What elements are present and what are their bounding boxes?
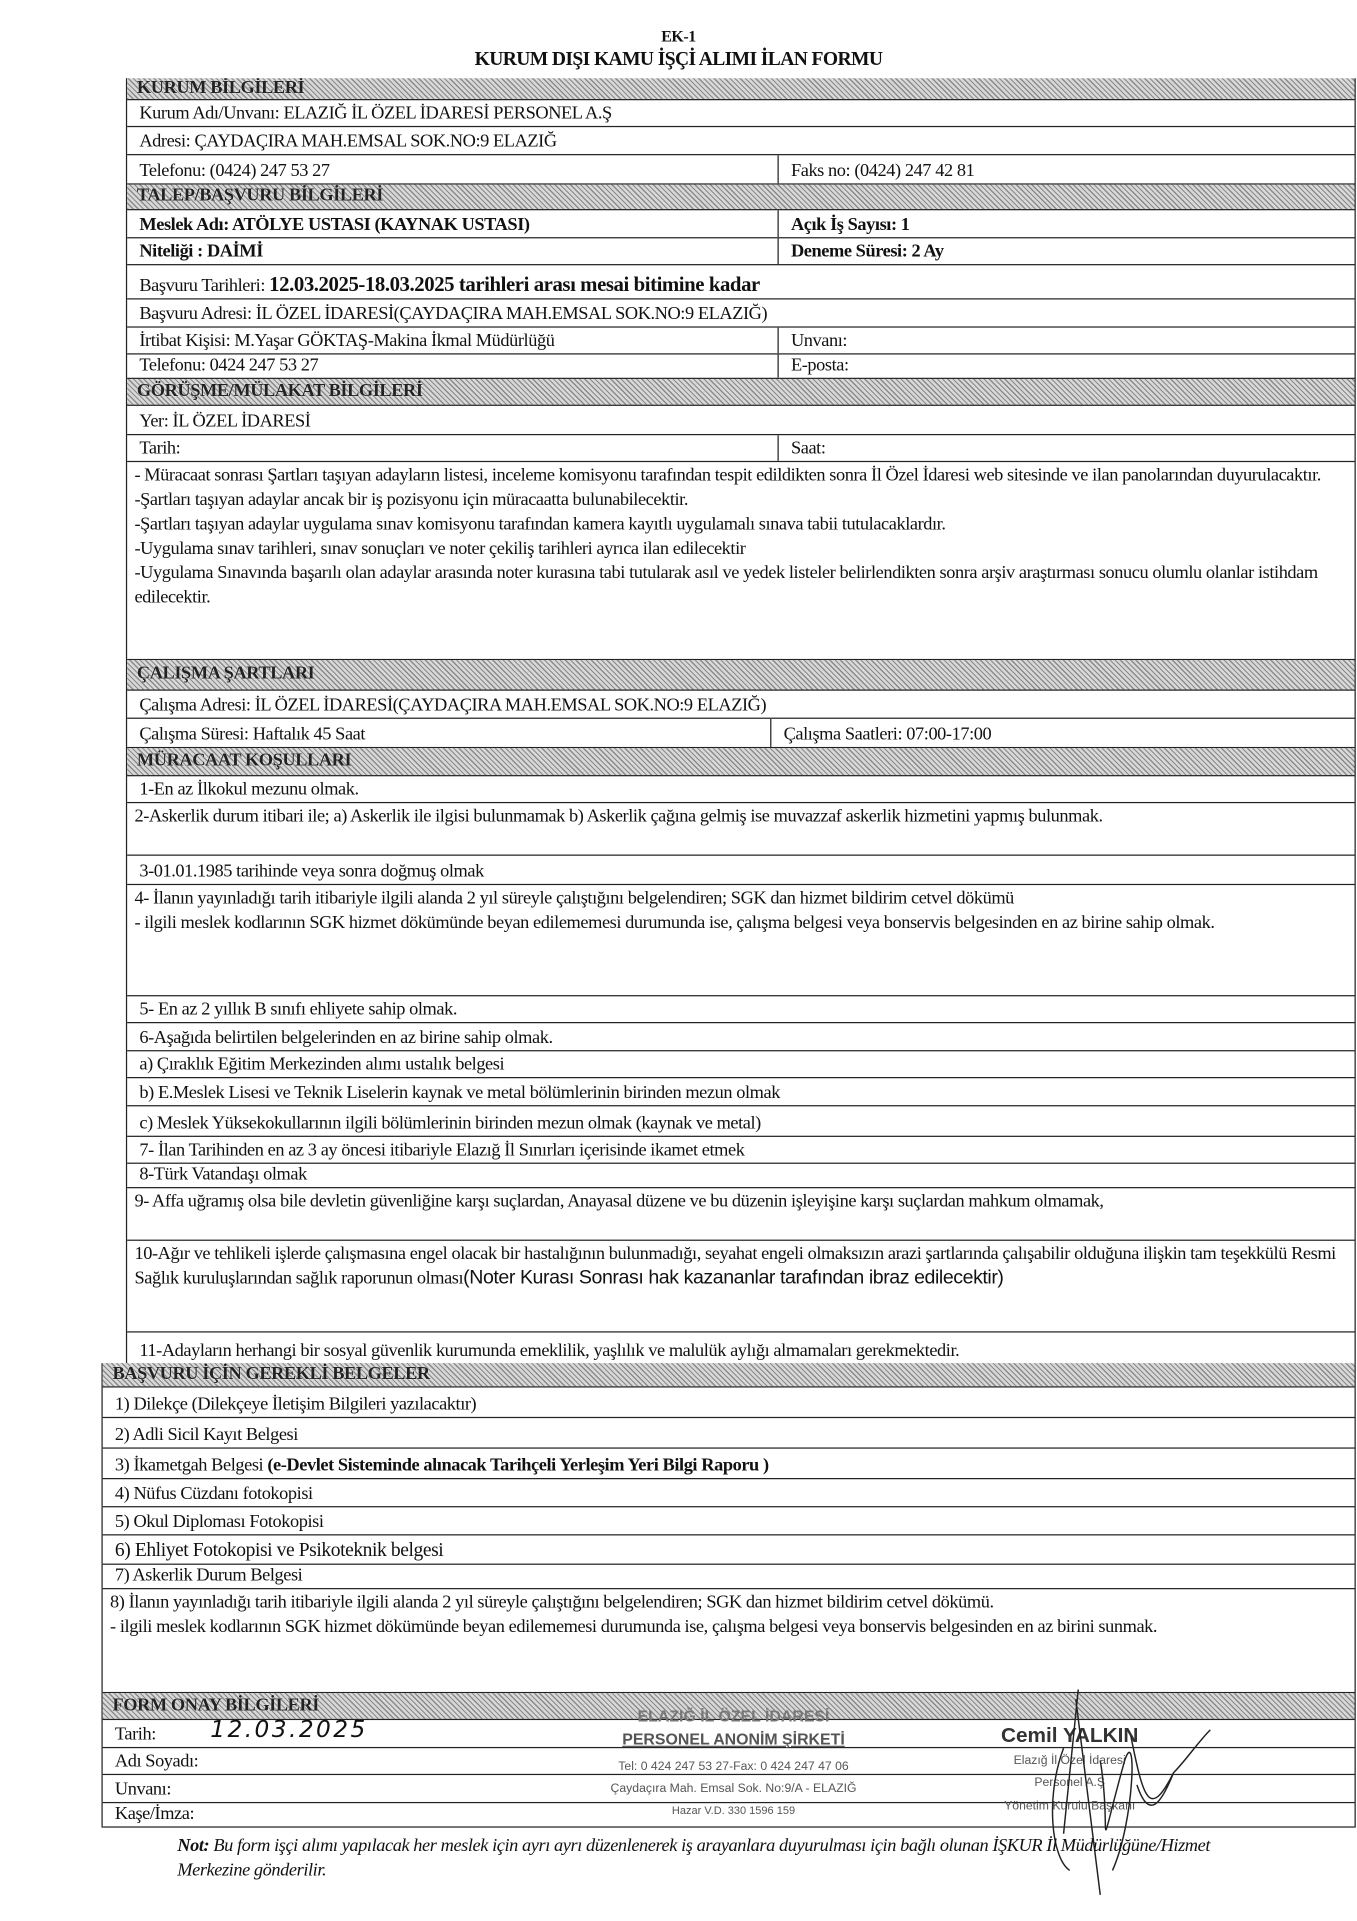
gorusme-tarih: Tarih: — [127, 435, 779, 461]
meslek: Meslek Adı: ATÖLYE USTASI (KAYNAK USTASI) — [127, 210, 779, 237]
section-muracaat — [127, 748, 1354, 776]
condition-text: 10-Ağır ve tehlikeli işlerde çalışmasına engel olacak bir hastalığının bulunmadığı, seyahat engeli olmaksızın arazi şartlarında çalışabilir olduğuna ilişkin tam teşekkülü Resmi Sağlık kuruluşlarından sağlık raporunun olması — [134, 1244, 1336, 1289]
document-item: 6) Ehliyet Fotokopisi ve Psikoteknik belgesi — [114, 1540, 444, 1562]
document-item: 2) Adli Sicil Kayıt Belgesi — [114, 1425, 298, 1445]
signer-line: Elazığ İl Özel İdaresi — [1013, 1754, 1126, 1768]
condition-item: 9- Affa uğramış olsa bile devletin güvenliğine karşı suçlardan, Anayasal düzene ve bu düzenin işleyişine karşı suçlardan mahkum olmamak, — [134, 1191, 1104, 1212]
note-line: -Şartları taşıyan adaylar ancak bir iş pozisyonu için müracaatta bulunabilecektir. — [134, 490, 689, 510]
onay-kase-imza: Kaşe/İmza: — [114, 1804, 195, 1824]
document-line: - ilgili meslek kodlarının SGK hizmet dökümünde beyan edilememesi durumunda ise, çalışma belgesi veya bonservis belgesinden en az birini sunmak. — [110, 1617, 1158, 1637]
document-text-bold: (e-Devlet Sisteminde alınacak Tarihçeli Yerleşim Yeri Bilgi Raporu ) — [267, 1455, 769, 1476]
condition-item: 3-01.01.1985 tarihinde veya sonra doğmuş olmak — [139, 861, 484, 882]
condition-item: b) E.Meslek Lisesi ve Teknik Liselerin kaynak ve metal bölümlerinin birinden mezun olmak — [139, 1083, 780, 1103]
condition-item — [127, 1241, 1354, 1292]
section-title: BAŞVURU İÇİN GEREKLİ BELGELER — [112, 1363, 430, 1384]
kurum-address: Adresi: ÇAYDAÇIRA MAH.EMSAL SOK.NO:9 ELAZIĞ — [139, 132, 557, 152]
document-item: 4) Nüfus Cüzdanı fotokopisi — [114, 1484, 313, 1504]
section-title: TALEP/BAŞVURU BİLGİLERİ — [136, 185, 384, 206]
condition-item: 1-En az İlkokul mezunu olmak. — [139, 779, 359, 800]
handwritten-date: 12.03.2025 — [210, 1716, 368, 1744]
value: 12.03.2025-18.03.2025 tarihleri arası mesai bitimine kadar — [269, 272, 760, 296]
onay-adi-soyadi: Adı Soyadı: — [114, 1751, 199, 1772]
document-item — [103, 1589, 1355, 1640]
section-title: GÖRÜŞME/MÜLAKAT BİLGİLERİ — [136, 380, 423, 401]
stamp-line: Tel: 0 424 247 53 27-Fax: 0 424 247 47 06 — [618, 1760, 849, 1774]
condition-item: 8-Türk Vatandaşı olmak — [139, 1165, 307, 1185]
note-line: - Müracaat sonrası Şartları taşıyan adayların listesi, inceleme komisyonu tarafından tespit edildikten sonra İl Özel İdaresi web sitesinde ve ilan panolarından duyurulacaktır. — [134, 465, 1321, 486]
onay-tarih: Tarih: — [114, 1724, 156, 1745]
condition-item — [127, 885, 1354, 936]
annex-label: EK-1 — [661, 26, 696, 46]
note-line: -Uygulama Sınavında başarılı olan adaylar arasında noter kurasına tabi tutularak asıl ve yedek listeler belirlendikten sonra arşiv araştırması sonucu olumlu olanlar istihdam edilecektir. — [134, 563, 1318, 608]
section-title: FORM ONAY BİLGİLERİ — [112, 1694, 319, 1715]
condition-item: 7- İlan Tarihinden en az 3 ay öncesi itibariyle Elazığ İl Sınırları içerisinde ikamet etmek — [139, 1140, 745, 1161]
kurum-name: Kurum Adı/Unvanı: ELAZIĞ İL ÖZEL İDARESİ PERSONEL A.Ş — [139, 103, 612, 124]
unvan: Unvanı: — [790, 331, 848, 351]
basvuru-adresi: Başvuru Adresi: İL ÖZEL İDARESİ(ÇAYDAÇIRA MAH.EMSAL SOK.NO:9 ELAZIĞ) — [139, 304, 768, 324]
calisma-saatleri: Çalışma Saatleri: 07:00-17:00 — [783, 724, 992, 745]
note-label: Not: — [177, 1836, 210, 1856]
condition-line: 4- İlanın yayınladığı tarih itibariyle ilgili alanda 2 yıl süreyle çalıştığını belgelendiren; SGK dan hizmet bildirim cetvel dökümü — [134, 888, 1014, 909]
condition-text-emphasis: (Noter Kurası Sonrası hak kazananlar tarafından ibraz edilecektir) — [463, 1267, 1004, 1289]
onay-unvan: Unvanı: — [114, 1779, 172, 1800]
section-calisma — [127, 660, 1354, 691]
signer-line: Personel A.Ş — [1034, 1776, 1106, 1790]
signer-line: Yönetim Kurulu Başkanı — [1004, 1799, 1136, 1813]
note-line: -Uygulama sınav tarihleri, sınav sonuçları ve noter çekiliş tarihleri ayrıca ilan edilecektir — [134, 539, 746, 559]
basvuru-tarihleri — [127, 273, 767, 299]
kurum-phone: Telefonu: (0424) 247 53 27 — [127, 155, 779, 183]
eposta: E-posta: — [790, 355, 849, 376]
section-title: KURUM BİLGİLERİ — [136, 78, 305, 98]
note-line: -Şartları taşıyan adaylar uygulama sınav komisyonu tarafından kamera kayıtlı uygulamalı sınava tabii tutulacaklardır. — [134, 514, 946, 535]
calisma-adresi: Çalışma Adresi: İL ÖZEL İDARESİ(ÇAYDAÇIRA MAH.EMSAL SOK.NO:9 ELAZIĞ) — [139, 695, 767, 716]
document-text: 3) İkametgah Belgesi — [114, 1455, 268, 1476]
document-item: 1) Dilekçe (Dilekçeye İletişim Bilgileri yazılacaktır) — [114, 1394, 477, 1415]
document-line: 8) İlanın yayınladığı tarih itibariyle ilgili alanda 2 yıl süreyle çalıştığını belgelendiren; SGK dan hizmet bildirim cetvel dökümü. — [110, 1592, 994, 1613]
section-gorusme — [127, 379, 1354, 406]
signer-name: Cemil YALKIN — [1000, 1723, 1139, 1747]
condition-item: 11-Adayların herhangi bir sosyal güvenlik kurumunda emeklilik, yaşlılık ve malulük aylığı almamaları gerekmektedir. — [139, 1341, 960, 1361]
condition-item: 2-Askerlik durum itibari ile; a) Askerlik ile ilgisi bulunmamak b) Askerlik çağına gelmiş ise muvazzaf askerlik hizmetini yapmış bulunmak. — [134, 806, 1103, 827]
form-table — [126, 78, 1356, 1363]
stamp-line: Çaydaçıra Mah. Emsal Sok. No:9/A - ELAZIĞ — [610, 1782, 857, 1796]
document-item: 7) Askerlik Durum Belgesi — [114, 1566, 303, 1586]
section-kurum — [127, 78, 1354, 100]
label: Başvuru Tarihleri: — [139, 276, 270, 296]
section-title: ÇALIŞMA ŞARTLARI — [136, 663, 315, 684]
condition-line: - ilgili meslek kodlarının SGK hizmet dökümünde beyan edilememesi durumunda ise, çalışma belgesi veya bonservis belgesinden en az birine sahip olmak. — [134, 913, 1215, 933]
condition-item: c) Meslek Yüksekokullarının ilgili bölümlerinin birinden mezun olmak (kaynak ve metal) — [139, 1113, 761, 1134]
nitelik: Niteliği : DAİMİ — [127, 238, 779, 264]
gorusme-saat: Saat: — [790, 438, 826, 459]
calisma-suresi: Çalışma Süresi: Haftalık 45 Saat — [127, 719, 771, 747]
kurum-fax: Faks no: (0424) 247 42 81 — [790, 161, 975, 181]
stamp-line: ELAZIĞ İL ÖZEL İDARESİ — [637, 1706, 830, 1725]
telefon: Telefonu: 0424 247 53 27 — [127, 355, 779, 378]
document-item — [103, 1456, 776, 1478]
yer: Yer: İL ÖZEL İDARESİ — [139, 411, 311, 432]
section-title: MÜRACAAT KOŞULLARI — [136, 750, 352, 771]
form-title: KURUM DIŞI KAMU İŞÇİ ALIMI İLAN FORMU — [474, 48, 883, 70]
acik-is: Açık İş Sayısı: 1 — [790, 215, 910, 235]
irtibat: İrtibat Kişisi: M.Yaşar GÖKTAŞ-Makina İkmal Müdürlüğü — [127, 328, 779, 354]
stamp-line: PERSONEL ANONİM ŞİRKETİ — [622, 1729, 845, 1749]
condition-item: a) Çıraklık Eğitim Merkezinden alımı ustalık belgesi — [139, 1055, 505, 1075]
section-talep — [127, 185, 1354, 211]
condition-item: 6-Aşağıda belirtilen belgelerinden en az birine sahip olmak. — [139, 1028, 553, 1048]
condition-item: 5- En az 2 yıllık B sınıfı ehliyete sahip olmak. — [139, 1000, 458, 1020]
stamp-line: Hazar V.D. 330 1596 159 — [671, 1804, 796, 1817]
section-belgeler — [103, 1363, 1355, 1387]
gorusme-notes — [127, 462, 1354, 611]
footer-note — [177, 1834, 1253, 1883]
deneme: Deneme Süresi: 2 Ay — [790, 242, 944, 262]
document-item: 5) Okul Diploması Fotokopisi — [114, 1512, 324, 1532]
note-text: Bu form işçi alımı yapılacak her meslek için ayrı ayrı düzenlenerek iş arayanlara duyurulması için bağlı olunan İŞKUR İl Müdürlüğüne/Hizmet Merkezine gönderilir. — [177, 1836, 1210, 1881]
signature-icon — [1027, 1687, 1223, 1919]
